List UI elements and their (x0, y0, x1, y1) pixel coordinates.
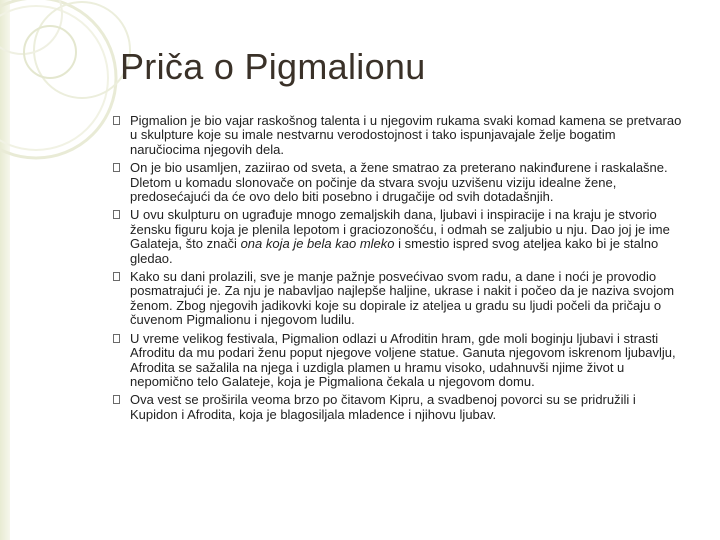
bullet-item (112, 161, 687, 204)
bullet-box-icon (113, 116, 120, 125)
bullet-list (112, 114, 687, 426)
bullet-text-italic: ona koja je bela kao mleko (240, 236, 395, 252)
bullet-item (112, 332, 687, 390)
bullet-text: On je bio usamljen, zaziirao od sveta, a žene smatrao za preterano nakinđurene i raskalašne. Dletom u komadu slonovače on počinje da stvara svoju uzvišenu viziju idealne žene, predosećajući da će ovo delo biti posebno i drugačije od svih dotadašnjih. (130, 160, 668, 205)
bullet-item (112, 114, 687, 157)
bullet-box-icon (113, 163, 120, 172)
bullet-box-icon (113, 395, 120, 404)
bullet-text: Pigmalion je bio vajar raskošnog talenta i u njegovim rukama svaki komad kamena se pretvarao u skulpture koje su imale nestvarnu verodostojnost i tako ispunjavajale želje bogatim naručiocima njegovih dela. (130, 113, 682, 157)
bullet-item (112, 270, 687, 328)
left-decorative-band (0, 0, 10, 540)
deco-circle-large (0, 0, 116, 158)
bullet-box-icon (113, 334, 120, 343)
deco-circle-tiny (24, 26, 76, 78)
bullet-box-icon (113, 272, 120, 281)
bullet-item (112, 208, 687, 266)
bullet-text: Ova vest se proširila veoma brzo po čitavom Kipru, a svadbenoj povorci su se pridružili i Kupidon i Afrodita, koja je blagosiljala mladence i njihovu ljubav. (130, 392, 636, 422)
slide-title: Priča o Pigmalionu (120, 46, 426, 87)
bullet-text: Kako su dani prolazili, sve je manje pažnje posvećivao svom radu, a dane i noći je provodio posmatrajući je. Za nju je nabavljao najlepše haljine, ukrase i nakit i počeo da je naziva svojom ženom. Zbog njegovih jadikovki koje su dopirale iz ateljea u gradu su ljudi počeli da pričaju o čuvenom Pigmalionu i njegovom ludilu. (130, 269, 675, 328)
deco-circle-small (34, 2, 130, 98)
bullet-text-before: U ovu skulpturu on ugrađuje mnogo zemaljskih dana, ljubavi i inspiracije i na kraju je stvorio žensku figuru koja je plenila lepotom i graciozonošću, i odmah se zaljubio u nju. Dao joj je ime Galateja, što znači (130, 207, 670, 252)
bullet-text-after: i smestio ispred svog ateljea kako bi je stalno gledao. (130, 236, 659, 266)
bullet-item (112, 393, 687, 422)
bullet-text: U vreme velikog festivala, Pigmalion odlazi u Afroditin hram, gde moli boginju ljubavi i strasti Afroditu da mu podari ženu poput njegove voljene statue. Ganuta njegovom iskrenom ljubavlju, Afrodita se sažalila na njega i uzdigla plamen u hramu visoko, udahnuvši njime život u nepomično telo Galateje, koja je Pigmaliona čekala u njegovom domu. (130, 330, 676, 389)
deco-circle-inner (0, 6, 108, 150)
bullet-box-icon (113, 210, 120, 219)
